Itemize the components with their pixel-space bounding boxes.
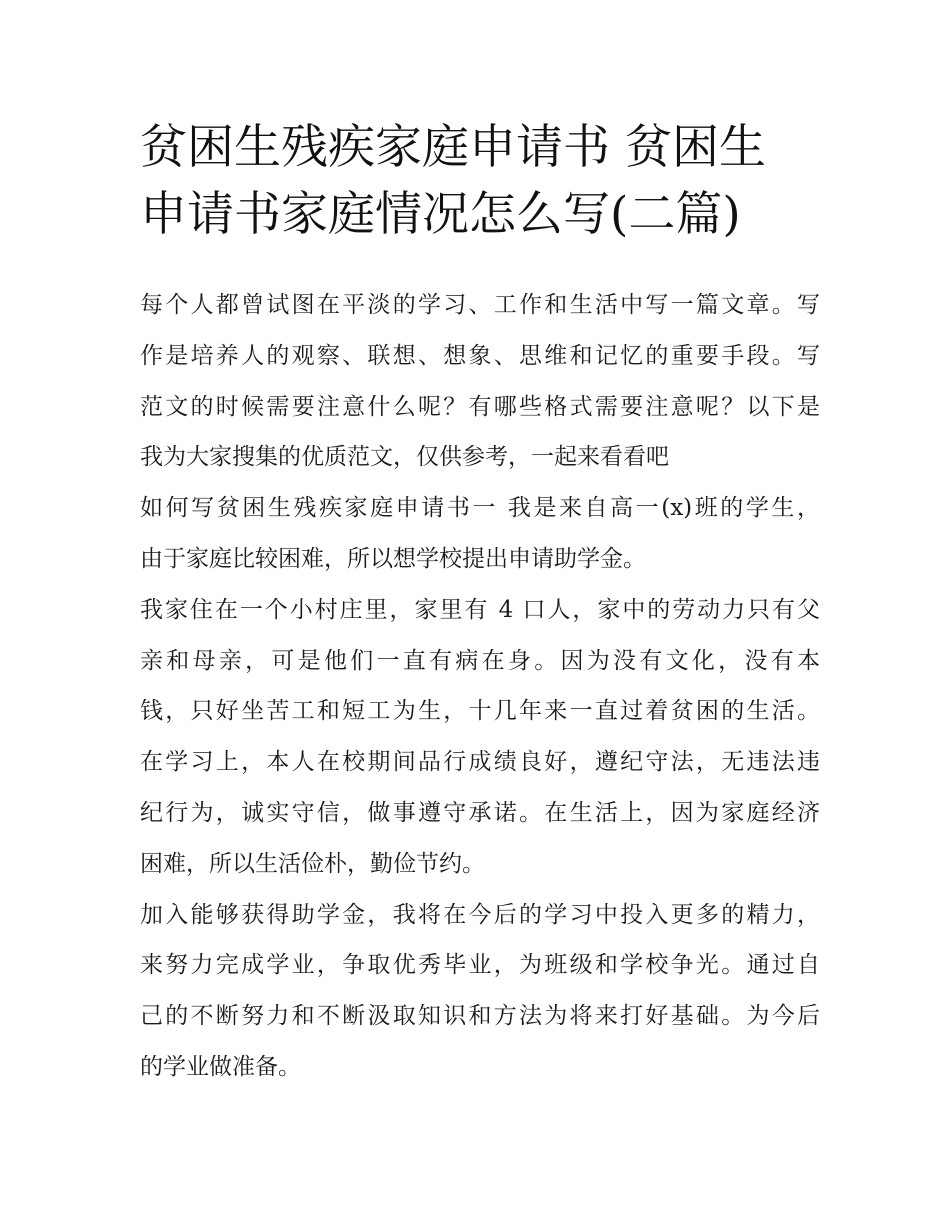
- text-line: 我家住在一个小村庄里，家里有 4 口人，家中的劳动力只有父: [140, 596, 820, 623]
- text-line: 困难，所以生活俭朴，勤俭节约。: [140, 850, 485, 877]
- paragraph-family-situation: [140, 585, 820, 890]
- text-line: 如何写贫困生残疾家庭申请书一 我是来自高一(x)班的学生，: [140, 495, 820, 522]
- text-line: 己的不断努力和不断汲取知识和方法为将来打好基础。为今后: [140, 1003, 820, 1030]
- text-line: 作是培养人的观察、联想、想象、思维和记忆的重要手段。写: [140, 342, 820, 369]
- text-line: 范文的时候需要注意什么呢？有哪些格式需要注意呢？以下是: [140, 393, 820, 420]
- text-line: 的学业做准备。: [140, 1053, 301, 1080]
- text-line: 加入能够获得助学金，我将在今后的学习中投入更多的精力，: [140, 901, 820, 928]
- text-line: 在学习上，本人在校期间品行成绩良好，遵纪守法，无违法违: [140, 749, 820, 776]
- text-line: 钱，只好坐苦工和短工为生，十几年来一直过着贫困的生活。: [140, 698, 820, 725]
- paragraph-commitment: [140, 890, 820, 1093]
- document-body: [140, 280, 820, 1093]
- text-line: 每个人都曾试图在平淡的学习、工作和生活中写一篇文章。写: [140, 292, 820, 318]
- title-line: 申请书家庭情况怎么写(二篇): [140, 187, 741, 242]
- title-line: 贫困生残疾家庭申请书 贫困生: [140, 120, 766, 175]
- text-line: 我为大家搜集的优质范文，仅供参考，一起来看看吧: [140, 444, 669, 471]
- paragraph-student-intro: [140, 483, 820, 585]
- text-line: 由于家庭比较困难，所以想学校提出申请助学金。: [140, 545, 646, 572]
- text-line: 亲和母亲，可是他们一直有病在身。因为没有文化，没有本: [140, 647, 820, 674]
- paragraph-intro: [140, 280, 820, 483]
- text-line: 来努力完成学业，争取优秀毕业，为班级和学校争光。通过自: [140, 952, 820, 979]
- text-line: 纪行为，诚实守信，做事遵守承诺。在生活上，因为家庭经济: [140, 799, 820, 826]
- document-title: [140, 114, 820, 248]
